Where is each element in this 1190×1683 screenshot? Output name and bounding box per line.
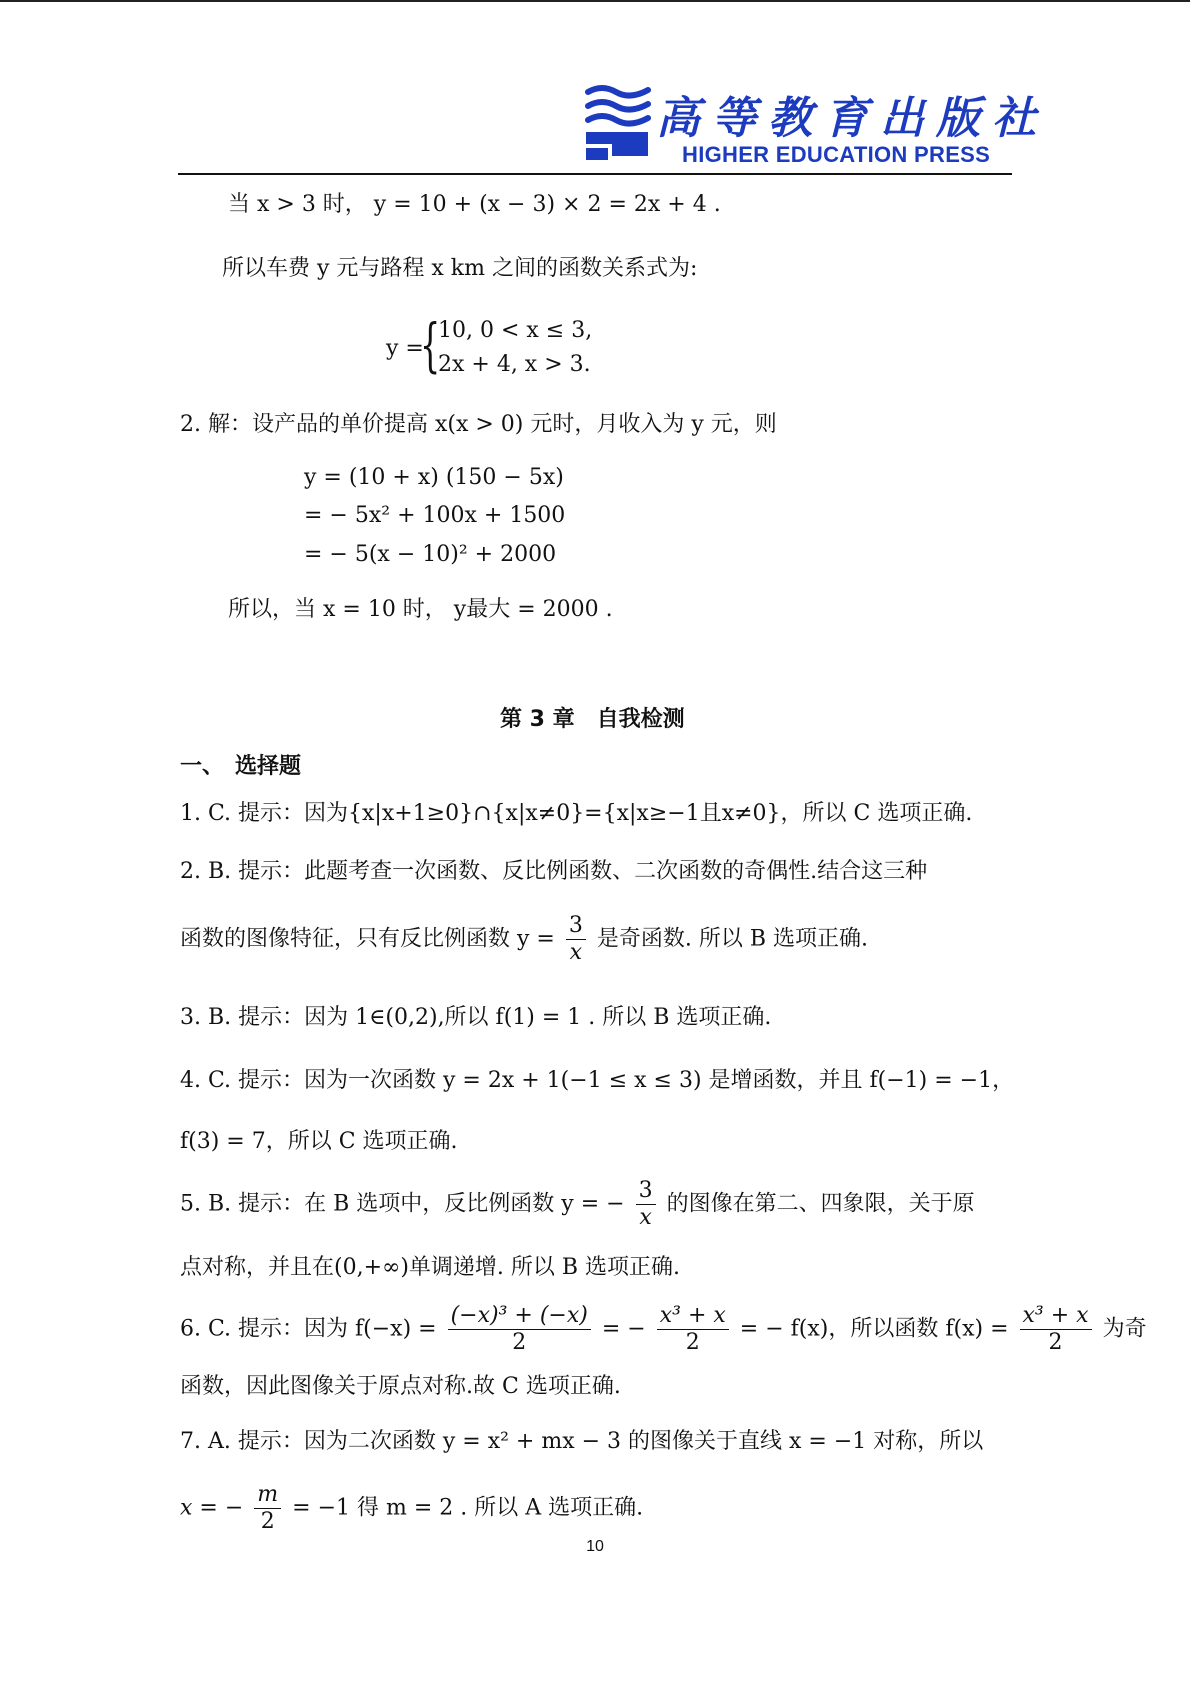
text-segment: = − [601,1316,646,1342]
publisher-name-en: HIGHER EDUCATION PRESS [682,142,991,167]
text-line: 所以车费 y 元与路程 x km 之间的函数关系式为: [222,256,698,281]
page-top-border [0,0,1190,2]
piecewise-lhs: y = [386,336,424,361]
answer-2-line-2 [180,913,868,966]
fraction-numerator: 3 [566,913,586,940]
text-segment: 函数的图像特征，只有反比例函数 y = [180,926,555,952]
fraction-denominator: x [639,1205,652,1230]
answer-3: 3. B. 提示：因为 1∈(0,2),所以 f(1) = 1 . 所以 B 选项正确. [180,1005,772,1030]
header-rule [178,173,1012,175]
fraction-denominator: 2 [1048,1330,1063,1355]
page-number: 10 [586,1538,604,1555]
text-segment: 5. B. 提示：在 B 选项中，反比例函数 y = − [180,1191,625,1217]
answer-4-line-1: 4. C. 提示：因为一次函数 y = 2x + 1(−1 ≤ x ≤ 3) 是增函数，并且 f(−1) = −1， [180,1068,1015,1093]
equation-line: = − 5x² + 100x + 1500 [304,503,566,528]
text-segment: = − f(x)，所以函数 f(x) = [739,1316,1009,1342]
fraction-numerator: (−x)³ + (−x) [448,1303,591,1330]
text-segment: = −1 得 m = 2 . 所以 A 选项正确. [292,1495,644,1521]
equation-line: y = (10 + x) (150 − 5x) [304,465,564,490]
piecewise-case-2: 2x + 4, x > 3. [438,352,591,377]
answer-7-line-1: 7. A. 提示：因为二次函数 y = x² + mx − 3 的图像关于直线 x = −1 对称，所以 [180,1429,984,1454]
text-segment: 是奇函数. 所以 B 选项正确. [596,926,868,952]
publisher-emblem-icon [582,82,654,164]
fraction-numerator: x³ + x [657,1303,729,1330]
fraction [448,1303,591,1356]
equation-line: = − 5(x − 10)² + 2000 [304,542,557,567]
answer-5-line-1 [180,1178,975,1231]
problem-2-conclusion: 所以，当 x = 10 时， y最大 = 2000 . [228,597,613,622]
answer-5-line-2: 点对称，并且在(0,+∞)单调递增. 所以 B 选项正确. [180,1255,681,1280]
text-segment: 6. C. 提示：因为 f(−x) = [180,1316,437,1342]
fraction-denominator: 2 [512,1330,527,1355]
fraction-numerator: x³ + x [1020,1303,1092,1330]
piecewise-brace: { [420,311,441,379]
answer-7-line-2 [180,1482,643,1535]
fraction [636,1178,656,1231]
answer-6-line-2: 函数，因此图像关于原点对称.故 C 选项正确. [180,1374,621,1399]
publisher-logo [582,82,1048,170]
text-segment: 为奇 [1102,1316,1147,1342]
fraction-numerator: 3 [636,1178,656,1205]
answer-2-line-1: 2. B. 提示：此题考查一次函数、反比例函数、二次函数的奇偶性.结合这三种 [180,859,928,884]
section-title: 一、 选择题 [180,754,302,779]
fraction [657,1303,729,1356]
fraction [566,913,586,966]
fraction [254,1482,281,1535]
chapter-title: 第 3 章 自我检测 [500,707,685,732]
answer-1: 1. C. 提示：因为{x|x+1≥0}∩{x|x≠0}={x|x≥−1且x≠0}，所以 C 选项正确. [180,801,973,826]
fraction-numerator: m [254,1482,281,1509]
answer-4-line-2: f(3) = 7，所以 C 选项正确. [180,1129,458,1154]
answer-6-line-1 [180,1303,1147,1356]
problem-2-statement: 2. 解：设产品的单价提高 x(x > 0) 元时，月收入为 y 元，则 [180,412,777,437]
text-segment: 的图像在第二、四象限，关于原 [666,1191,975,1217]
text-segment: x = − [180,1495,244,1521]
publisher-name-cn: 高等教育出版社 [656,93,1048,144]
text-line: 当 x > 3 时， y = 10 + (x − 3) × 2 = 2x + 4 . [228,192,721,217]
fraction [1020,1303,1092,1356]
fraction-denominator: x [569,940,583,965]
fraction-denominator: 2 [260,1509,275,1534]
fraction-denominator: 2 [685,1330,700,1355]
piecewise-case-1: 10, 0 < x ≤ 3, [438,318,593,343]
